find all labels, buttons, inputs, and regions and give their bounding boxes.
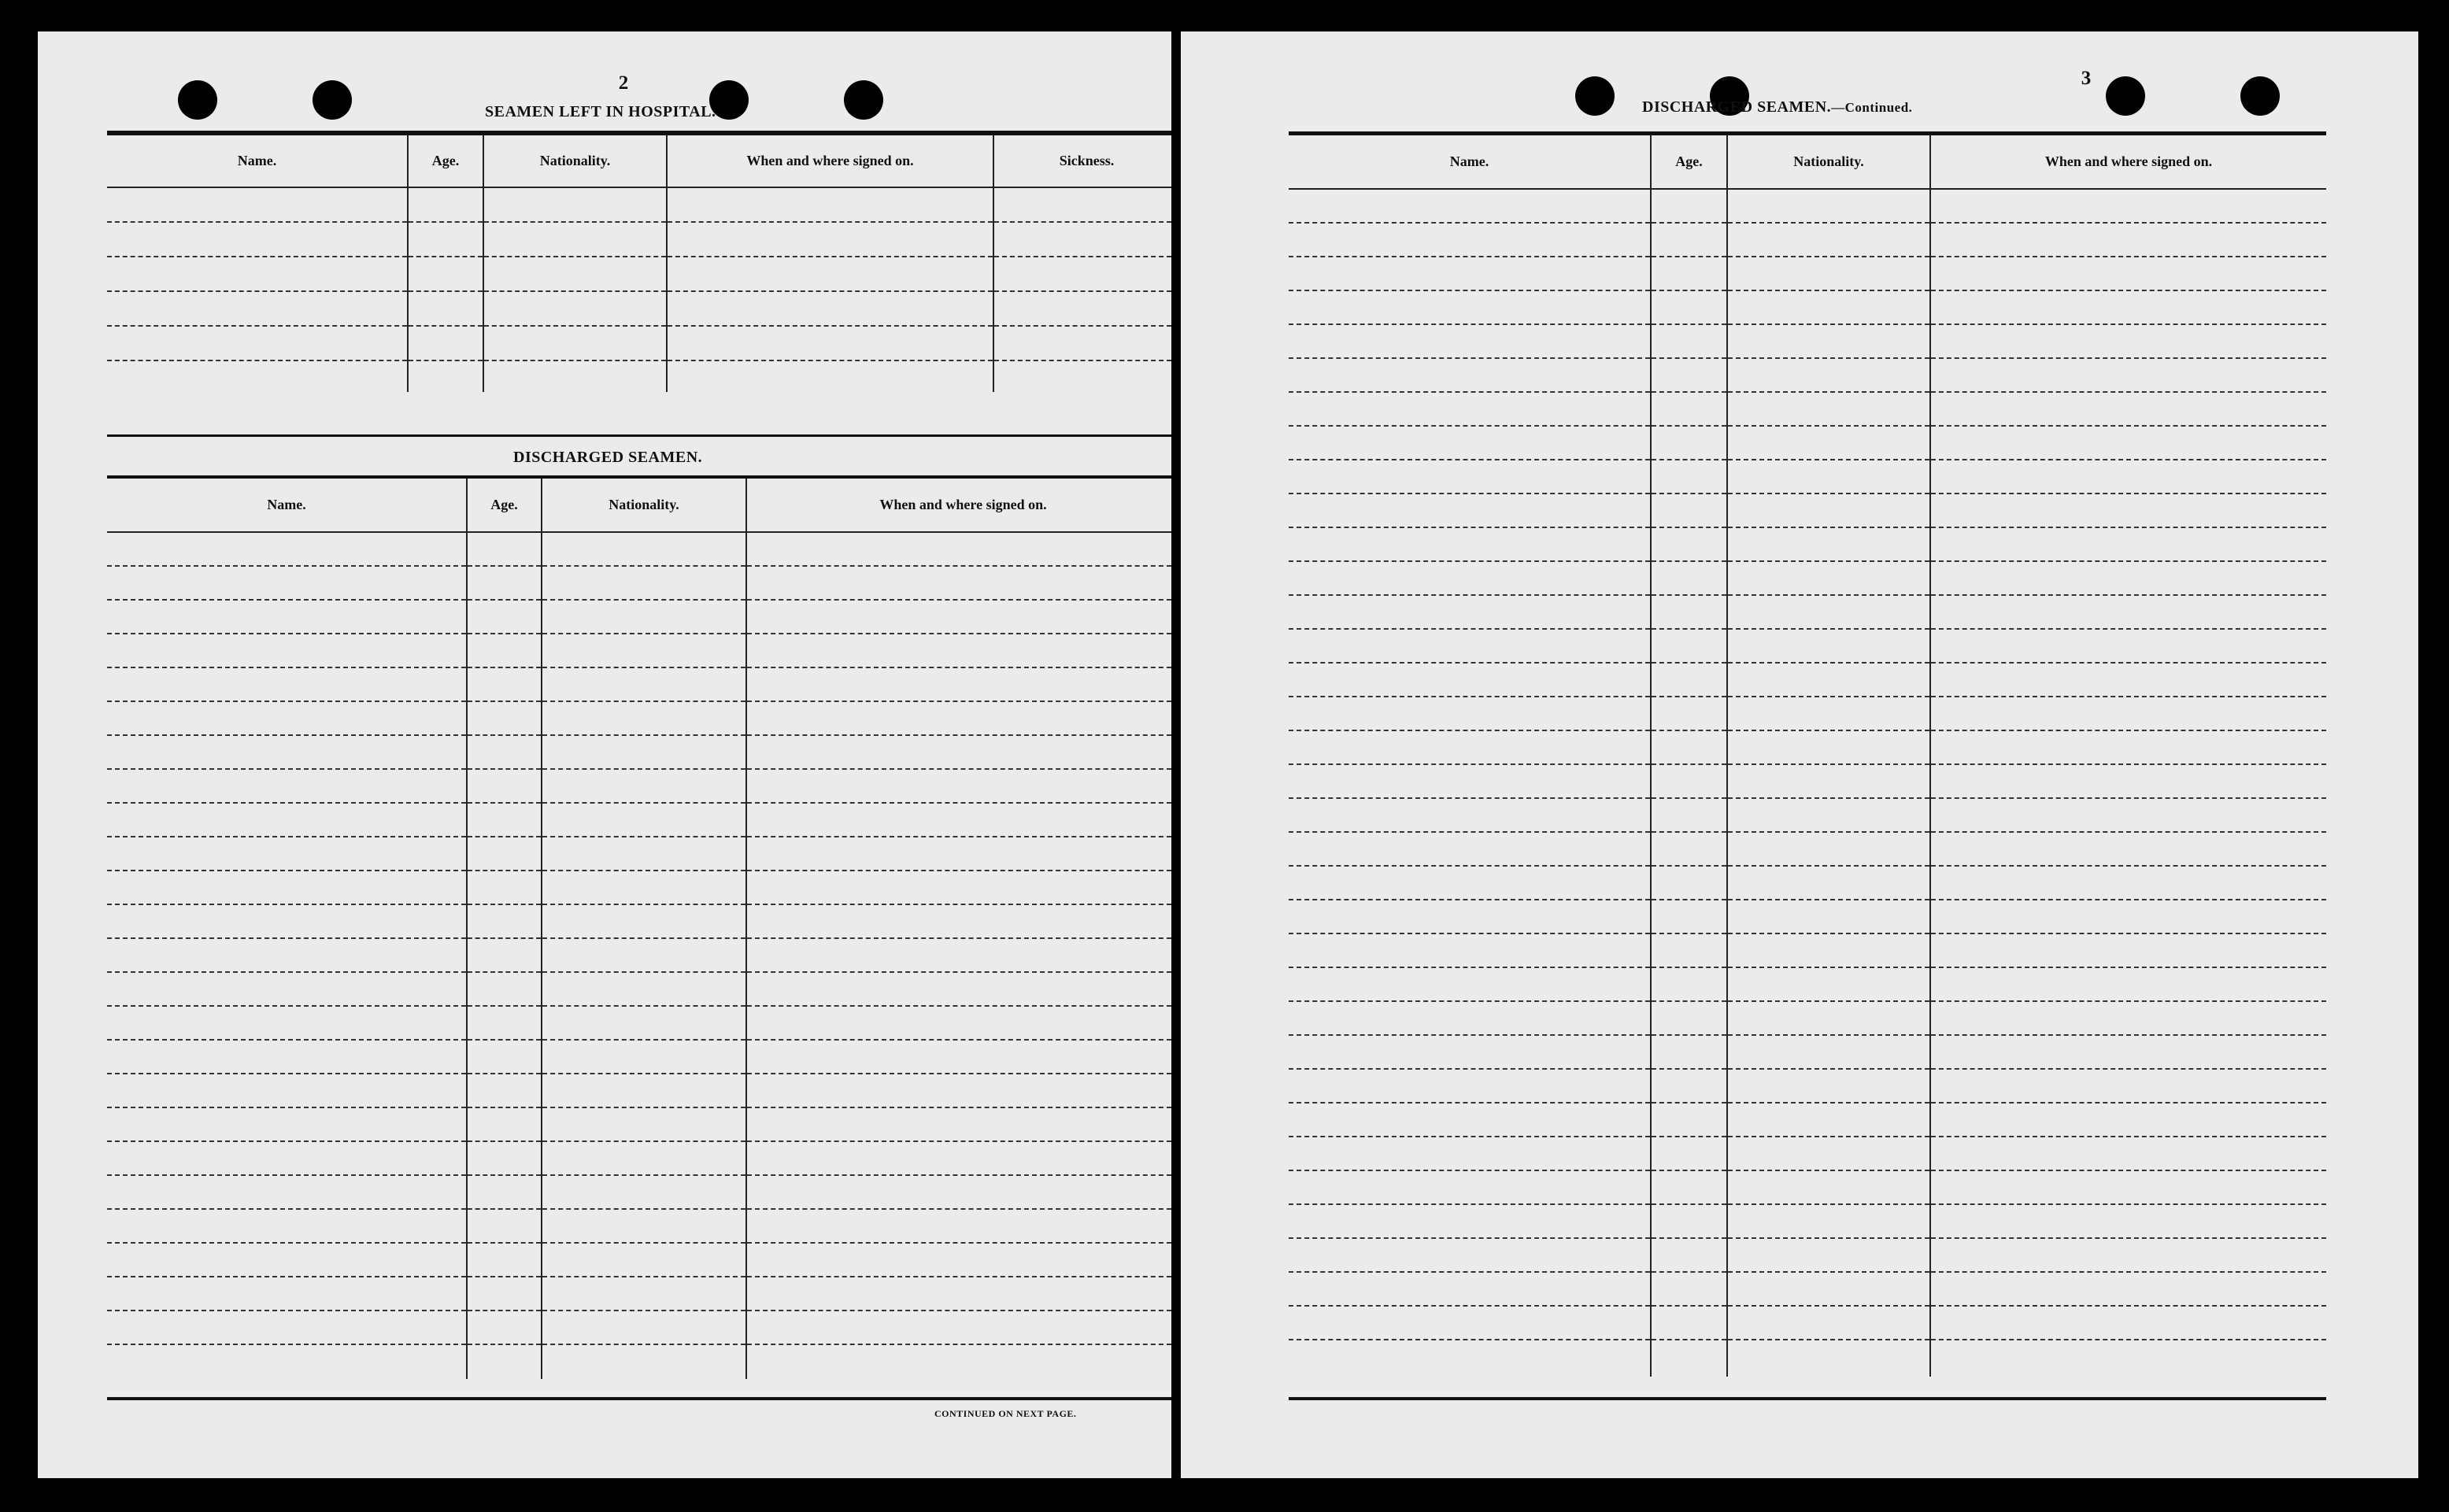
- column-header-nationality: Nationality.: [1727, 135, 1930, 189]
- table-row: [1289, 1001, 2326, 1035]
- table-row: [1289, 798, 2326, 832]
- table-row: [107, 938, 1171, 972]
- punch-hole: [844, 80, 883, 120]
- table-row: [1289, 595, 2326, 629]
- table-row: [1289, 1170, 2326, 1204]
- footer-rule: [1289, 1397, 2326, 1400]
- table-row: [107, 871, 1171, 904]
- column-header-signed-on: When and where signed on.: [1930, 135, 2326, 189]
- table-row: [1289, 933, 2326, 967]
- table-header-row: [1289, 135, 2326, 189]
- column-header-sickness: Sickness.: [993, 135, 1171, 187]
- punch-hole: [1575, 76, 1615, 116]
- table-row: [107, 837, 1171, 871]
- table-row: [1289, 1272, 2326, 1306]
- table-row: [107, 1243, 1171, 1277]
- punch-hole: [2240, 76, 2280, 116]
- table-row: [1289, 1306, 2326, 1340]
- table-row: [107, 972, 1171, 1006]
- table-row: [1289, 392, 2326, 426]
- table-row: [1289, 561, 2326, 595]
- continued-note: CONTINUED ON NEXT PAGE.: [934, 1408, 1077, 1419]
- table-row: [107, 735, 1171, 769]
- table-row: [107, 1277, 1171, 1311]
- punch-hole: [313, 80, 352, 120]
- column-header-nationality: Nationality.: [483, 135, 667, 187]
- table-row: [1289, 527, 2326, 561]
- table-row: [107, 904, 1171, 938]
- table-row: [107, 326, 1171, 360]
- column-header-nationality: Nationality.: [542, 479, 746, 532]
- hospital-table: [107, 135, 1171, 392]
- section-title-text: DISCHARGED SEAMEN.: [1642, 98, 1832, 116]
- column-header-age: Age.: [408, 135, 483, 187]
- page-number: 3: [2081, 68, 2092, 89]
- table-row: [107, 1175, 1171, 1209]
- table-row: [107, 701, 1171, 735]
- table-row: [1289, 764, 2326, 798]
- table-row: [1289, 967, 2326, 1001]
- column-header-name: Name.: [107, 479, 467, 532]
- table-row: [1289, 832, 2326, 866]
- table-row: [1289, 358, 2326, 392]
- table-row: [1289, 1204, 2326, 1238]
- table-row: [107, 532, 1171, 566]
- discharged-continued-title: [1642, 98, 1912, 116]
- table-row: [1289, 629, 2326, 663]
- table-row: [107, 1311, 1171, 1344]
- right-page: [1181, 31, 2418, 1478]
- table-row: [1289, 223, 2326, 257]
- hospital-section-title: SEAMEN LEFT IN HOSPITAL.: [485, 103, 716, 120]
- table-header-row: [107, 479, 1171, 532]
- column-header-signed-on: When and where signed on.: [746, 479, 1171, 532]
- table-row: [107, 1107, 1171, 1141]
- table-row: [107, 1141, 1171, 1175]
- table-row: [107, 1006, 1171, 1040]
- table-row: [1289, 1238, 2326, 1272]
- section-divider: [107, 434, 1171, 437]
- table-row: [1289, 730, 2326, 764]
- punch-hole: [178, 80, 217, 120]
- table-row: [1289, 494, 2326, 527]
- table-row: [1289, 663, 2326, 697]
- table-row: [1289, 866, 2326, 900]
- table-row: [107, 187, 1171, 222]
- column-header-age: Age.: [467, 479, 542, 532]
- table-row: [1289, 1137, 2326, 1170]
- table-row: [107, 1074, 1171, 1107]
- column-header-name: Name.: [107, 135, 408, 187]
- table-row: [107, 1344, 1171, 1379]
- table-row: [107, 1209, 1171, 1243]
- discharged-section-title: DISCHARGED SEAMEN.: [513, 449, 703, 466]
- table-row: [107, 257, 1171, 291]
- table-row: [107, 769, 1171, 803]
- table-row: [1289, 257, 2326, 290]
- column-header-name: Name.: [1289, 135, 1651, 189]
- column-header-signed-on: When and where signed on.: [667, 135, 993, 187]
- table-row: [107, 600, 1171, 634]
- table-row: [1289, 1340, 2326, 1377]
- table-row: [1289, 900, 2326, 933]
- punch-hole: [2106, 76, 2145, 116]
- table-row: [107, 291, 1171, 326]
- footer-rule: [107, 1397, 1171, 1400]
- table-row: [107, 803, 1171, 837]
- table-row: [1289, 189, 2326, 223]
- table-row: [107, 634, 1171, 667]
- table-row: [1289, 1035, 2326, 1069]
- column-header-age: Age.: [1651, 135, 1727, 189]
- left-page: [38, 31, 1171, 1478]
- table-header-row: [107, 135, 1171, 187]
- table-row: [107, 566, 1171, 600]
- page-number: 2: [618, 72, 629, 94]
- table-row: [107, 1040, 1171, 1074]
- discharged-continued-table: [1289, 135, 2326, 1377]
- section-title-suffix: —Continued.: [1831, 100, 1913, 115]
- table-row: [1289, 324, 2326, 358]
- discharged-table: [107, 479, 1171, 1379]
- table-row: [107, 222, 1171, 257]
- table-row: [1289, 697, 2326, 730]
- table-row: [1289, 290, 2326, 324]
- table-row: [1289, 1069, 2326, 1103]
- table-row: [107, 667, 1171, 701]
- table-row: [1289, 460, 2326, 494]
- table-row: [1289, 426, 2326, 460]
- table-row: [1289, 1103, 2326, 1137]
- table-row: [107, 360, 1171, 392]
